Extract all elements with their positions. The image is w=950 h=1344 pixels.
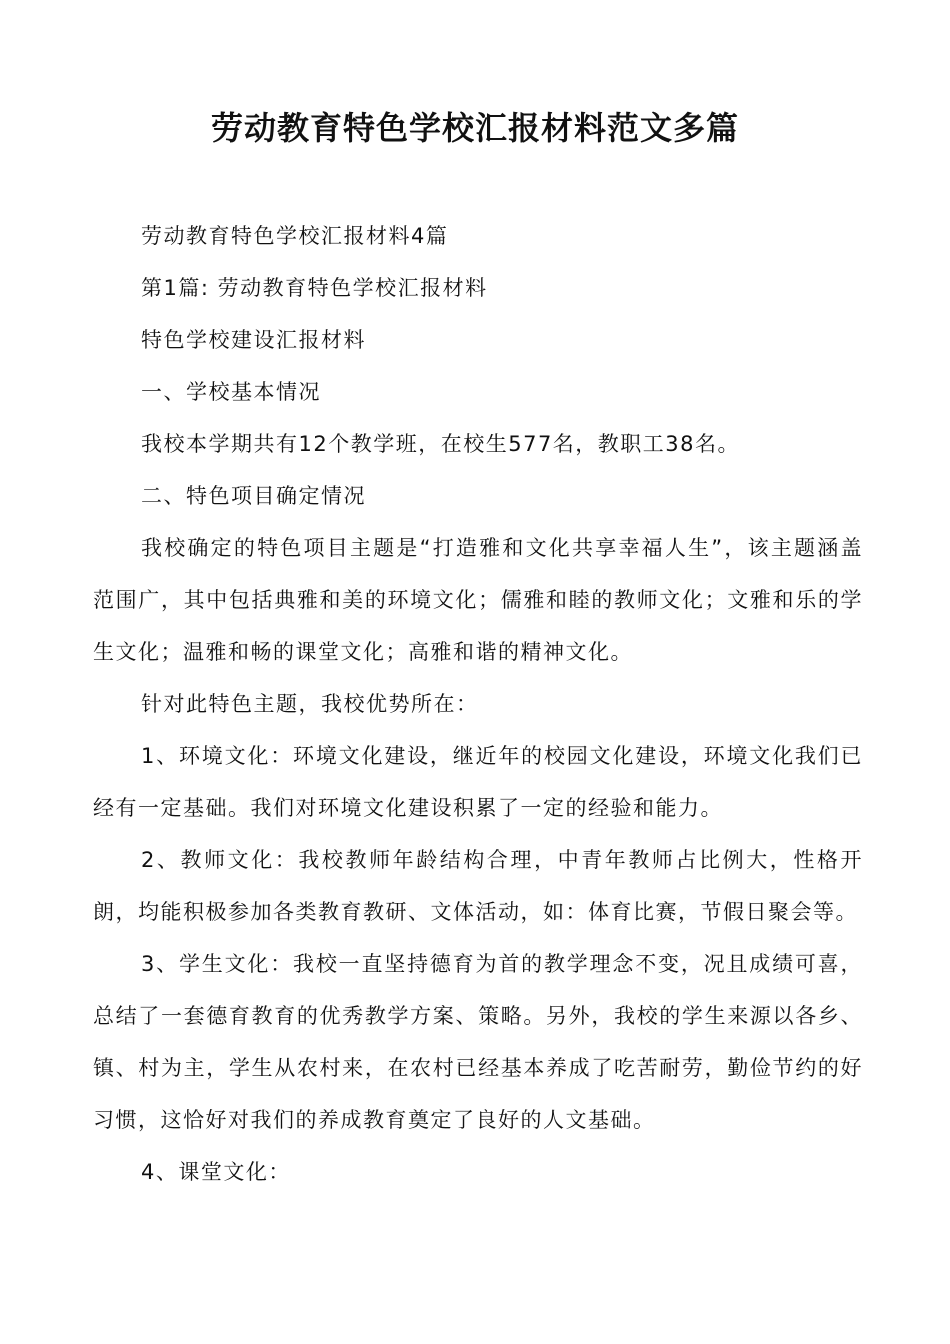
document-title: 劳动教育特色学校汇报材料范文多篇 <box>210 109 739 147</box>
paragraph-classroom-culture: 4、课堂文化： <box>141 1160 291 1184</box>
heading-basic-info: 一、学校基本情况 <box>141 380 321 404</box>
paragraph-teacher-culture: 2、教师文化：我校教师年龄结构合理，中青年教师占比例大，性格开朗，均能积极参加各类教育教研、文体活动，如：体育比赛，节假日聚会等。 <box>93 848 863 924</box>
heading-feature-project: 二、特色项目确定情况 <box>141 484 366 508</box>
paragraph-feature-theme: 我校确定的特色项目主题是“打造雅和文化共享幸福人生”，该主题涵盖范围广，其中包括典雅和美的环境文化；儒雅和睦的教师文化；文雅和乐的学生文化；温雅和畅的课堂文化；高雅和谐的精神文化。 <box>93 536 863 664</box>
paragraph-environment-culture: 1、环境文化：环境文化建设，继近年的校园文化建设，环境文化我们已经有一定基础。我们对环境文化建设积累了一定的经验和能力。 <box>93 744 863 820</box>
chapter-heading: 第1篇: 劳动教育特色学校汇报材料 <box>141 276 488 300</box>
paragraph-advantages-intro: 针对此特色主题，我校优势所在： <box>141 692 479 716</box>
document-body <box>93 210 863 1198</box>
section-title: 特色学校建设汇报材料 <box>141 328 366 352</box>
subtitle-paragraph: 劳动教育特色学校汇报材料4篇 <box>141 224 449 248</box>
paragraph-school-stats: 我校本学期共有12个教学班，在校生577名，教职工38名。 <box>141 432 741 456</box>
paragraph-student-culture: 3、学生文化：我校一直坚持德育为首的教学理念不变，况且成绩可喜，总结了一套德育教育的优秀教学方案、策略。另外，我校的学生来源以各乡、镇、村为主，学生从农村来，在农村已经基本养成了吃苦耐劳，勤俭节约的好习惯，这恰好对我们的养成教育奠定了良好的人文基础。 <box>93 952 863 1132</box>
